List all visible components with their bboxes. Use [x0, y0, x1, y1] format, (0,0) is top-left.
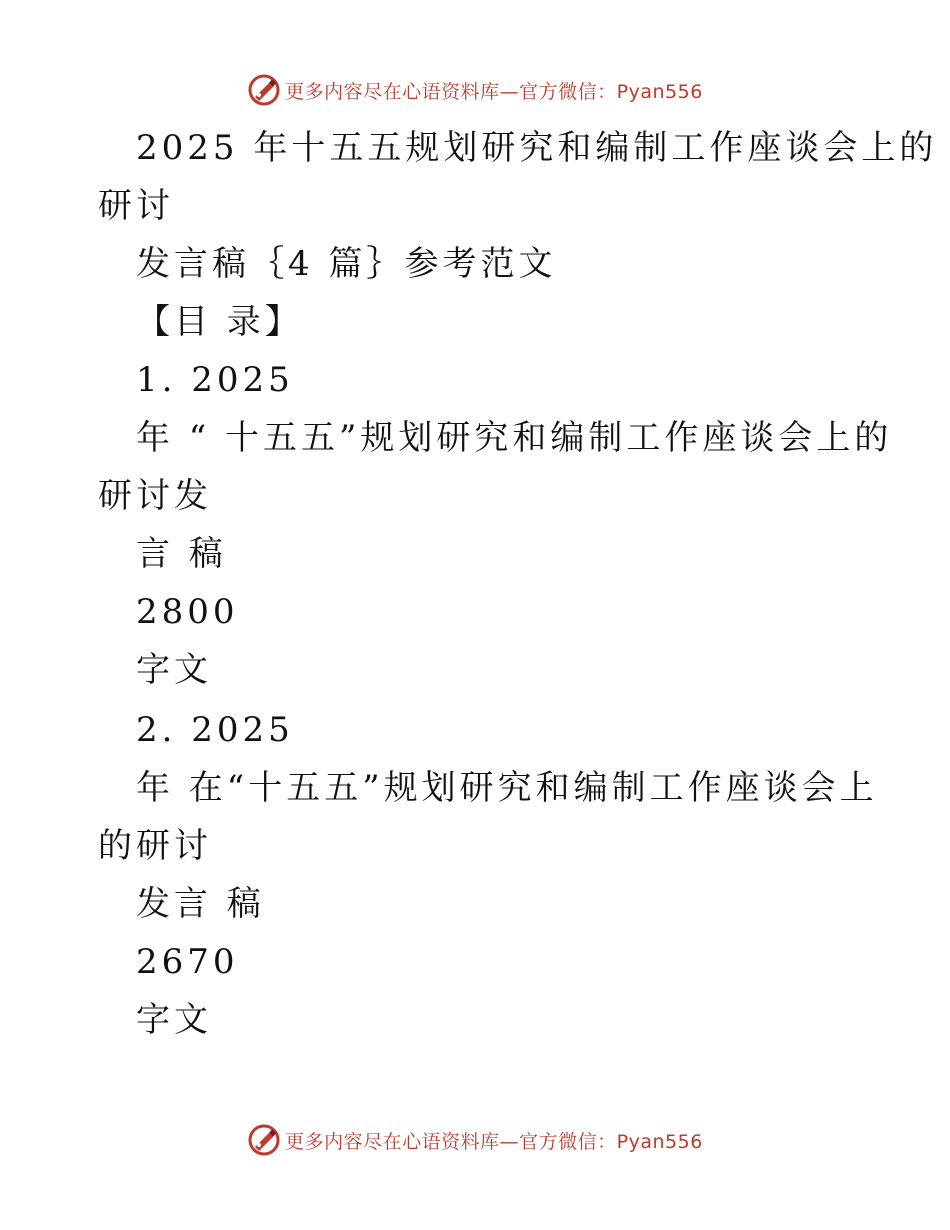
toc-item-2-count: 2670	[136, 942, 239, 982]
footer-watermark	[0, 1120, 950, 1160]
header-watermark	[0, 70, 950, 110]
toc-item-1-unit: 字文	[136, 650, 212, 690]
footer-watermark-text: 更多内容尽在心语资料库—官方微信：Pyan556	[285, 1130, 703, 1153]
title-line-3: 发言稿｛4 篇｝参考范文	[136, 244, 557, 284]
pen-logo-icon	[247, 73, 281, 107]
header-watermark-text: 更多内容尽在心语资料库—官方微信：Pyan556	[285, 80, 703, 103]
toc-item-1-line-a: 年 “ 十五五”规划研究和编制工作座谈会上的	[136, 418, 893, 458]
toc-item-2-line-a: 年 在“十五五”规划研究和编制工作座谈会上	[136, 768, 878, 808]
toc-item-1-number: 1. 2025	[136, 360, 294, 400]
title-line-2: 研讨	[98, 186, 174, 226]
toc-item-2-line-c: 发言 稿	[136, 884, 265, 924]
pen-logo-icon	[247, 1123, 281, 1157]
toc-item-2-number: 2. 2025	[136, 710, 294, 750]
toc-heading: 【目 录】	[136, 302, 303, 342]
toc-item-1-line-b: 研讨发	[98, 476, 212, 516]
toc-item-2-line-b: 的研讨	[98, 826, 212, 866]
toc-item-1-line-c: 言 稿	[136, 534, 227, 574]
toc-item-2-unit: 字文	[136, 1000, 212, 1040]
title-line-1: 2025 年十五五规划研究和编制工作座谈会上的	[136, 128, 938, 168]
toc-item-1-count: 2800	[136, 592, 239, 632]
